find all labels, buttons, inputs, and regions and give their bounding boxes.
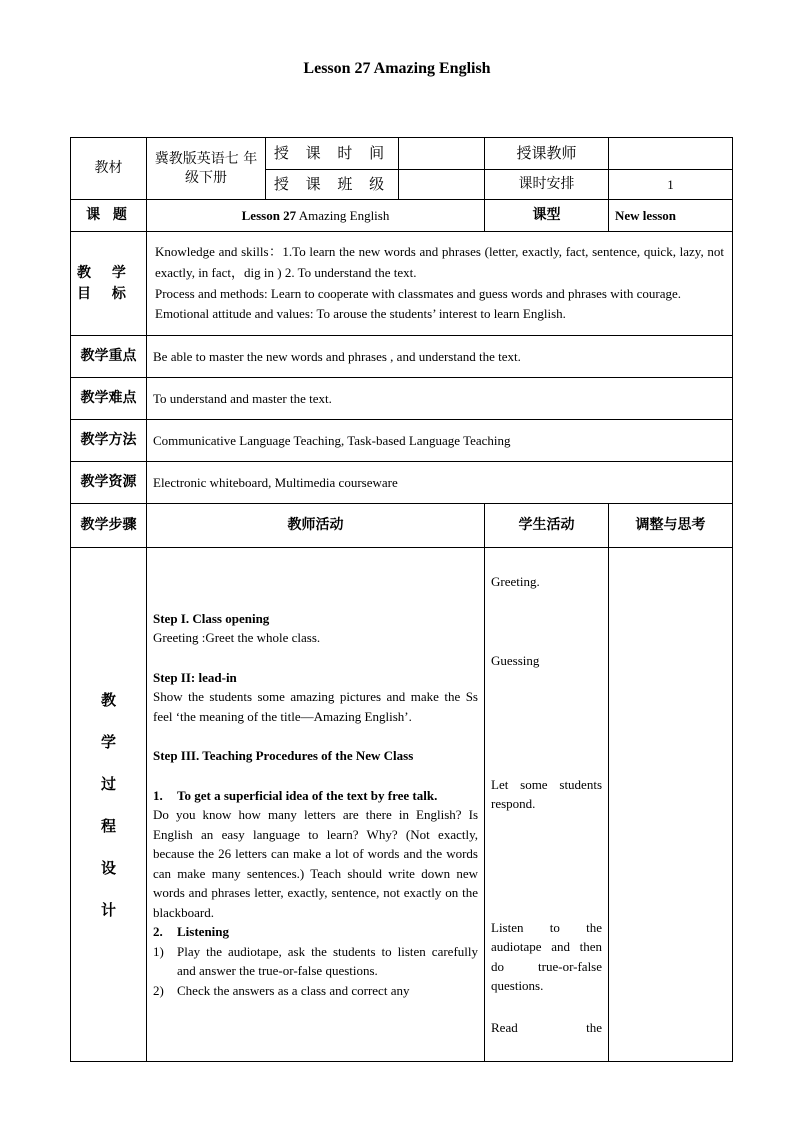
student-read: Read the bbox=[491, 1019, 603, 1035]
item2-heading: 2. Listening bbox=[153, 924, 230, 940]
time-label: 授 课 时 间 bbox=[266, 138, 399, 170]
methods-label: 教学方法 bbox=[71, 420, 147, 462]
page-title: Lesson 27 Amazing English bbox=[303, 60, 491, 77]
hours-label: 课时安排 bbox=[485, 170, 609, 200]
goals-emotion: Emotional attitude and values: To arouse the students’ interest to learn English. bbox=[155, 306, 566, 322]
difficult-points-value: To understand and master the text. bbox=[147, 378, 733, 420]
lesson-plan-table bbox=[70, 137, 733, 1062]
class-label: 授 课 班 级 bbox=[266, 170, 399, 200]
student-activity-header: 学生活动 bbox=[485, 504, 609, 548]
student-guessing: Guessing bbox=[491, 653, 540, 669]
topic-label: 课 题 bbox=[71, 200, 147, 232]
item1-heading: 1. To get a superficial idea of the text by free talk. bbox=[153, 787, 438, 803]
hours-value: 1 bbox=[609, 170, 733, 200]
type-label: 课型 bbox=[485, 200, 609, 232]
step3-title: Step III. Teaching Procedures of the New Class bbox=[153, 748, 414, 764]
key-points-label: 教学重点 bbox=[71, 336, 147, 378]
teacher-activity-header: 教师活动 bbox=[147, 504, 485, 548]
goals-knowledge: Knowledge and skills：1.To learn the new words and phrases (letter, exactly, fact, sentence, quick, lazy, not exactly, in fact，dig in ) 2. To understand the text. bbox=[155, 244, 725, 280]
student-listen: Listen to the audiotape and then do true-or-false questions. bbox=[491, 919, 603, 994]
material-label: 教材 bbox=[71, 138, 147, 200]
student-respond: Let some students respond. bbox=[491, 776, 603, 812]
type-value: New lesson bbox=[609, 200, 733, 232]
goals-content bbox=[147, 232, 733, 336]
item1-text: Do you know how many letters are there in English? Is English an easy language to learn? Why? (Not exactly, because the 26 letters can make a lot of words and the words can make many sentences.) Teach should write down new words and phrases letter, exactly, sentence, not exactly on the blackboard. bbox=[153, 807, 478, 920]
student-greeting: Greeting. bbox=[491, 573, 540, 589]
difficult-points-label: 教学难点 bbox=[71, 378, 147, 420]
steps-label: 教学步骤 bbox=[71, 504, 147, 548]
class-value bbox=[399, 170, 485, 200]
time-value bbox=[399, 138, 485, 170]
resources-value: Electronic whiteboard, Multimedia courseware bbox=[147, 462, 733, 504]
resources-label: 教学资源 bbox=[71, 462, 147, 504]
reflection-header: 调整与思考 bbox=[609, 504, 733, 548]
goals-label: 教 学 目 标 bbox=[71, 232, 147, 336]
methods-value: Communicative Language Teaching, Task-based Language Teaching bbox=[147, 420, 733, 462]
step2-text: Show the students some amazing pictures and make the Ss feel ‘the meaning of the title—Amazing English’. bbox=[153, 689, 478, 724]
material-value: 冀教版英语七 年级下册 bbox=[147, 138, 266, 200]
reflection-cell bbox=[609, 548, 733, 1062]
topic-value: Lesson 27 Amazing English bbox=[147, 200, 485, 232]
teacher-activity-cell bbox=[147, 548, 485, 1062]
sub1-item: 1) Play the audiotape, ask the students to listen carefully and answer the true-or-false questions. bbox=[153, 943, 478, 979]
teacher-label: 授课教师 bbox=[485, 138, 609, 170]
sub2-item: 2) Check the answers as a class and correct any bbox=[153, 982, 410, 998]
key-points-value: Be able to master the new words and phrases , and understand the text. bbox=[147, 336, 733, 378]
goals-process: Process and methods: Learn to cooperate with classmates and guess words and phrases with courage. bbox=[155, 285, 681, 301]
step2-title: Step II: lead-in bbox=[153, 669, 237, 685]
student-activity-cell bbox=[485, 548, 609, 1062]
step1-text: Greeting :Greet the whole class. bbox=[153, 630, 321, 646]
process-design-label: 教 学 过 程 设 计 bbox=[71, 548, 147, 1062]
teacher-value bbox=[609, 138, 733, 170]
step1-title: Step I. Class opening bbox=[153, 610, 270, 626]
